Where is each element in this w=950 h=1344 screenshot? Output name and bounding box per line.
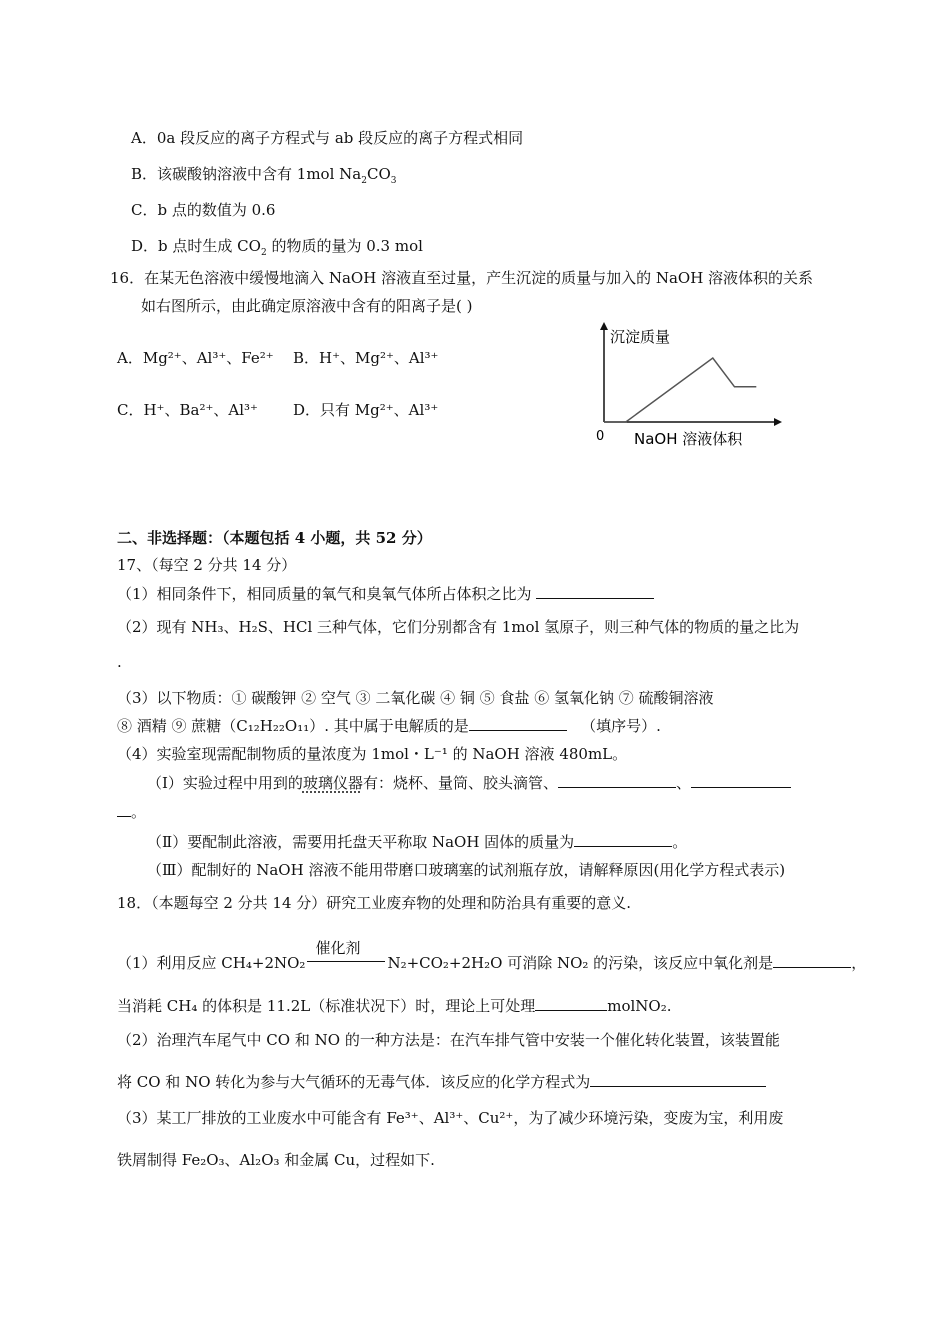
answer-blank[interactable] xyxy=(574,832,672,847)
x-axis-arrow xyxy=(774,418,782,426)
q16-option-a: A．Mg²⁺、Al³⁺、Fe²⁺ xyxy=(117,349,274,367)
q18-header: 18．（本题每空 2 分共 14 分）研究工业废弃物的处理和防治具有重要的意义. xyxy=(117,894,632,912)
q17-part2: （2）现有 NH₃、H₂S、HCl 三种气体，它们分别都含有 1mol 氢原子，则三种气体的物质的量之比为 xyxy=(117,618,800,636)
q15-option-c: C．b 点的数值为 0.6 xyxy=(131,201,276,219)
origin-label: 0 xyxy=(596,429,605,444)
answer-blank[interactable] xyxy=(117,802,131,817)
answer-blank[interactable] xyxy=(590,1072,766,1087)
precipitate-chart xyxy=(592,318,792,458)
q17-part4: （4）实验室现需配制物质的量浓度为 1mol・L⁻¹ 的 NaOH 溶液 480mL。 xyxy=(117,745,628,763)
q17-part4-ii: （Ⅱ）要配制此溶液，需要用托盘天平称取 NaOH 固体的质量为 。 xyxy=(147,833,688,851)
q17-part4-iii: （Ⅲ）配制好的 NaOH 溶液不能用带磨口玻璃塞的试剂瓶存放，请解释原因(用化学方程式表示) xyxy=(147,861,786,879)
y-axis-arrow xyxy=(600,322,608,330)
y-axis-label: 沉淀质量 xyxy=(610,328,671,346)
q17-part3-line1: （3）以下物质：① 碳酸钾 ② 空气 ③ 二氧化碳 ④ 铜 ⑤ 食盐 ⑥ 氢氧化钠 ⑦ 硫酸铜溶液 xyxy=(117,689,714,707)
answer-blank[interactable] xyxy=(558,773,676,788)
q17-part4-i-end: 。 xyxy=(117,802,146,822)
q15-option-a: A．0a 段反应的离子方程式与 ab 段反应的离子方程式相同 xyxy=(131,129,524,147)
catalyst-label: 催化剂 xyxy=(315,939,361,957)
q16-option-b: B．H⁺、Mg²⁺、Al³⁺ xyxy=(293,349,439,367)
q16-stem-line2: 如右图所示，由此确定原溶液中含有的阳离子是( ) xyxy=(141,297,473,315)
q15-option-b: B．该碳酸钠溶液中含有 1mol $Na_2CO_3$ xyxy=(131,165,397,186)
answer-blank[interactable] xyxy=(691,773,791,788)
q18-part2-line1: （2）治理汽车尾气中 CO 和 NO 的一种方法是：在汽车排气管中安装一个催化转化装置，该装置能 xyxy=(117,1031,780,1049)
q16-option-d: D．只有 Mg²⁺、Al³⁺ xyxy=(293,401,439,419)
q18-part1b: 当消耗 CH₄ 的体积是 11.2L（标准状况下）时，理论上可处理 molNO₂. xyxy=(117,997,672,1015)
catalyst-arrow xyxy=(307,939,385,972)
answer-blank[interactable] xyxy=(469,716,567,731)
answer-blank[interactable] xyxy=(535,996,607,1011)
answer-blank[interactable] xyxy=(773,953,851,968)
q16-option-c: C．H⁺、Ba²⁺、Al³⁺ xyxy=(117,401,258,419)
answer-blank[interactable] xyxy=(536,584,654,599)
q17-part4-i: （Ⅰ）实验过程中用到的玻璃仪器有：烧杯、量筒、胶头滴管、 、 xyxy=(147,773,791,793)
q18-part3-line1: （3）某工厂排放的工业废水中可能含有 Fe³⁺、Al³⁺、Cu²⁺，为了减少环境污染，变废为宝，利用废 xyxy=(117,1109,784,1127)
q17-part3-line2: ⑧ 酒精 ⑨ 蔗糖（C₁₂H₂₂O₁₁）. 其中属于电解质的是 （填序号）. xyxy=(117,717,661,735)
q15-option-d: D．b 点时生成 $CO_2$ 的物质的量为 0.3 mol xyxy=(131,237,423,258)
x-axis-label: NaOH 溶液体积 xyxy=(634,430,743,448)
q17-part2-end: . xyxy=(117,653,122,671)
q18-part3-line2: 铁屑制得 Fe₂O₃、Al₂O₃ 和金属 Cu，过程如下. xyxy=(117,1151,435,1169)
q16-stem-line1: 16．在某无色溶液中缓慢地滴入 NaOH 溶液直至过量，产生沉淀的质量与加入的 NaOH 溶液体积的关系 xyxy=(110,269,814,287)
section2-title: 二、非选择题：（本题包括 4 小题，共 52 分） xyxy=(117,529,432,547)
q17-part1: （1）相同条件下，相同质量的氧气和臭氧气体所占体积之比为 xyxy=(117,584,654,604)
q17-header: 17、（每空 2 分共 14 分） xyxy=(117,556,297,574)
precipitate-series-line xyxy=(604,358,756,422)
q18-part2-line2: 将 CO 和 NO 转化为参与大气循环的无毒气体．该反应的化学方程式为 xyxy=(117,1072,766,1092)
q18-part1: （1）利用反应 CH₄+2NO₂ 催化剂 N₂+CO₂+2H₂O 可消除 NO₂ 的污染，该反应中氧化剂是 ， xyxy=(117,939,867,972)
